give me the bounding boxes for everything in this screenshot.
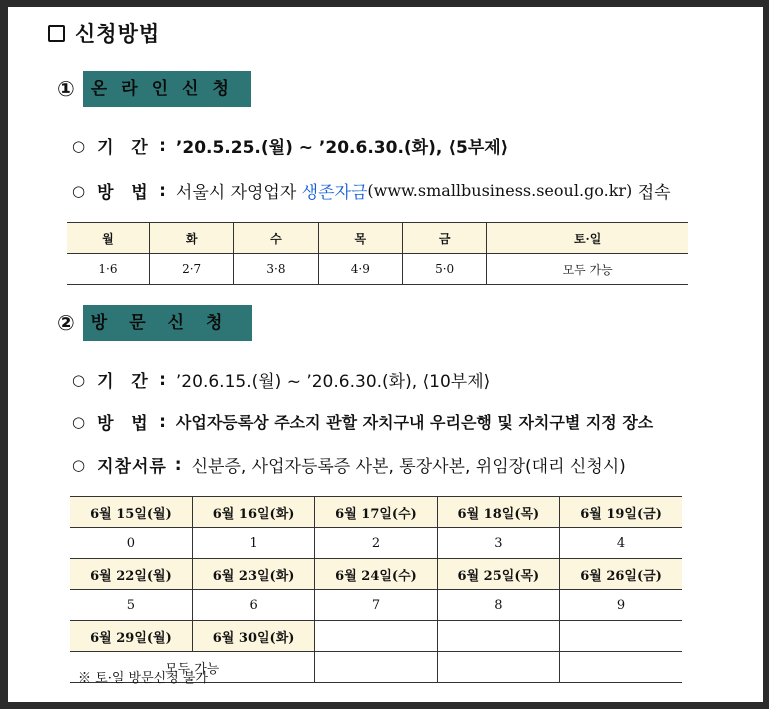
visit-method-value: 사업자등록상 주소지 관할 자치구내 우리은행 및 자치구별 지정 장소 xyxy=(175,413,654,432)
visit-number: ② xyxy=(57,311,75,335)
date-cell: 6월 23일(화) xyxy=(192,559,314,590)
date-cell: 6월 22일(월) xyxy=(70,559,192,590)
online-section-header xyxy=(57,71,251,107)
date-cell: 6월 19일(금) xyxy=(560,497,682,528)
visit-period-label: 기 간 xyxy=(97,372,148,392)
online-method-label: 방 법 xyxy=(97,183,148,203)
visit-title: 방문신청 xyxy=(83,305,253,341)
table-header-cell: 수 xyxy=(234,223,318,254)
empty-cell xyxy=(560,652,682,683)
bullet-circle-icon: ○ xyxy=(72,455,86,474)
online-period-label: 기 간 xyxy=(97,138,148,158)
digit-cell: 0 xyxy=(70,528,192,559)
online-method-line: ○ 방 법 : 서울시 자영업자 생존자금 (www.smallbusiness.seoul.go.kr) 접속 xyxy=(72,178,671,203)
digit-cell: 3 xyxy=(437,528,559,559)
online-schedule-table xyxy=(67,222,688,285)
table-row xyxy=(70,528,682,559)
survival-fund-link[interactable]: 생존자금 xyxy=(301,183,368,203)
digit-cell: 4 xyxy=(560,528,682,559)
heading-text: 신청방법 xyxy=(75,22,161,46)
bullet-circle-icon: ○ xyxy=(72,181,86,200)
visit-docs-label: 지참서류 xyxy=(97,457,167,477)
table-cell: 모두 가능 xyxy=(487,254,688,285)
checkbox-square-icon xyxy=(48,25,65,42)
date-cell: 6월 18일(목) xyxy=(437,497,559,528)
visit-period-line: ○ 기 간 : ’20.6.15.(월) ~ ’20.6.30.(화), ⟨10부제⟩ xyxy=(72,367,490,392)
table-cell: 4·9 xyxy=(318,254,402,285)
table-row xyxy=(67,254,688,285)
table-date-row xyxy=(70,497,682,528)
table-header-cell: 화 xyxy=(149,223,233,254)
section-heading xyxy=(48,18,160,48)
date-cell: 6월 24일(수) xyxy=(315,559,437,590)
visit-method-label: 방 법 xyxy=(97,414,148,434)
digit-cell: 5 xyxy=(70,590,192,621)
online-period-value: ’20.5.25.(월) ~ ’20.6.30.(화), ⟨5부제⟩ xyxy=(175,138,509,158)
visit-docs-line: ○ 지참서류 : 신분증, 사업자등록증 사본, 통장사본, 위임장(대리 신청시) xyxy=(72,452,626,477)
digit-cell: 7 xyxy=(315,590,437,621)
table-cell: 2·7 xyxy=(149,254,233,285)
bullet-circle-icon: ○ xyxy=(72,136,86,155)
digit-cell: 2 xyxy=(315,528,437,559)
visit-section-header xyxy=(57,305,252,341)
date-cell: 6월 15일(월) xyxy=(70,497,192,528)
table-cell: 5·0 xyxy=(402,254,486,285)
online-method-prefix: 서울시 자영업자 xyxy=(175,183,302,203)
visit-schedule-table xyxy=(70,496,682,683)
bullet-circle-icon: ○ xyxy=(72,370,86,389)
table-date-row xyxy=(70,621,682,652)
digit-cell: 1 xyxy=(192,528,314,559)
visit-method-line: ○ 방 법 : 사업자등록상 주소지 관할 자치구내 우리은행 및 자치구별 지정 장소 xyxy=(72,409,653,434)
visit-docs-value: 신분증, 사업자등록증 사본, 통장사본, 위임장(대리 신청시) xyxy=(191,457,626,477)
table-header-row xyxy=(67,223,688,254)
bullet-circle-icon: ○ xyxy=(72,412,86,431)
empty-cell xyxy=(315,621,437,652)
online-period-line: ○ 기 간 : ’20.5.25.(월) ~ ’20.6.30.(화), ⟨5부제⟩ xyxy=(72,133,508,158)
visit-period-value: ’20.6.15.(월) ~ ’20.6.30.(화), ⟨10부제⟩ xyxy=(175,372,491,392)
digit-cell: 모두 가능 xyxy=(70,652,315,683)
online-method-suffix: 접속 xyxy=(632,183,671,203)
date-cell: 6월 29일(월) xyxy=(70,621,192,652)
empty-cell xyxy=(437,621,559,652)
weekend-note: ※ 토·일 방문신청 불가 xyxy=(78,671,208,686)
digit-cell: 9 xyxy=(560,590,682,621)
table-header-cell: 금 xyxy=(402,223,486,254)
digit-cell: 6 xyxy=(192,590,314,621)
online-method-url: (www.smallbusiness.seoul.go.kr) xyxy=(367,181,633,200)
empty-cell xyxy=(315,652,437,683)
empty-cell xyxy=(437,652,559,683)
online-number: ① xyxy=(57,77,75,101)
table-cell: 3·8 xyxy=(234,254,318,285)
empty-cell xyxy=(560,621,682,652)
table-cell: 1·6 xyxy=(67,254,149,285)
date-cell: 6월 25일(목) xyxy=(437,559,559,590)
table-row xyxy=(70,590,682,621)
date-cell: 6월 16일(화) xyxy=(192,497,314,528)
table-header-cell: 월 xyxy=(67,223,149,254)
digit-cell: 8 xyxy=(437,590,559,621)
date-cell: 6월 26일(금) xyxy=(560,559,682,590)
table-date-row xyxy=(70,559,682,590)
table-header-cell: 목 xyxy=(318,223,402,254)
date-cell: 6월 30일(화) xyxy=(192,621,314,652)
online-title: 온라인신청 xyxy=(83,71,251,107)
table-header-cell: 토·일 xyxy=(487,223,688,254)
date-cell: 6월 17일(수) xyxy=(315,497,437,528)
